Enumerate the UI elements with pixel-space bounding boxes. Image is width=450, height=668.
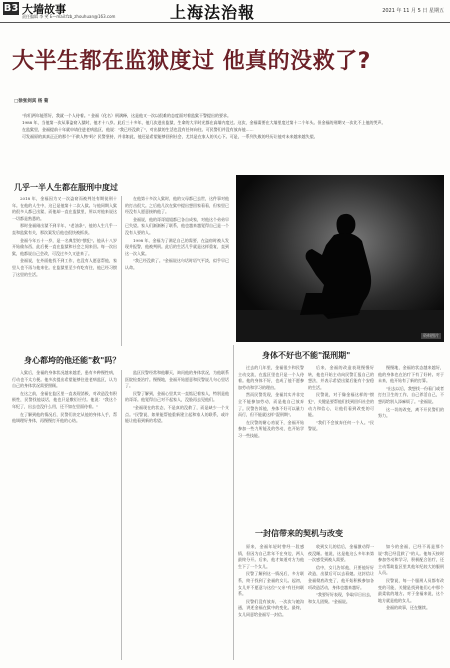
lead-paragraph: 1988 年，当他第一次从事盗窃入狱时，他才十八岁。此后三十多年，他几次进出监狱，生命的大半时光都在高墙内度过。这次，金福需要在大墙里度过第十二个年头。但金福的刑期又一次比不上他的哭声。 [22,120,386,125]
column-divider [233,345,234,660]
paragraph: 过去的几年里，金福很少和民警主动交流，在监区里也只是一个人待着。他的身体不好，也成了他不愿参加劳动和学习的理由。 [238,365,304,390]
lead-paragraph: 可发福原的真真正正的那个"不救人物"吗？民警坚持，并非如此，他还是希望能够回到社会，尤其是在家人的关心下。可是，一系列失败的经历让他对未来越来越失望。 [22,134,318,139]
article-byline: □徐张剑宾 杨 菊 [14,99,49,104]
paragraph: 原来，金福年轻时曾经一段感情，但因为自己常年不在身边，两人最终分开。后来，他才知道对方为他生下了一个女儿。 [238,544,304,569]
paragraph: 在他第十多次入狱时，他的父母都已去世，这件事对他的打击很大。之后他几次在狱中提出想回家看看，但家里已经没有人愿意接纳他了。 [125,196,229,215]
column-7 [378,365,444,421]
paragraph: 如今的金福，已经不再是那个说"我已经没救了"的人。他每天按时参加劳动和学习，积极配合治疗，还主动帮助监区里其他年纪较大的服刑人员。 [378,544,444,576]
subheading-3: 身体不好也不能"混刑期" [262,351,351,360]
paragraph: 金福说，在外面他找不到工作，也没有人愿意帮他，家里人也不再与他来往。在监狱里至少有吃有住，他已经习惯了这里的生活。 [12,258,117,277]
paragraph: "我们不会放弃任何一个人。"民警说。 [308,419,374,432]
newspaper-masthead: 上海法治報 [170,3,256,22]
lead-paragraph: "你们两年能管好，我就一个人待着。" 金福（化名）刑满释，这是他又一次以很难的态度面对着监狱干警提出的要求。 [22,113,231,118]
paragraph: 这一切的改变，离不开民警们的努力。 [378,406,444,419]
column-9 [308,544,374,606]
subheading-4: 一封信带来的契机与改变 [255,529,343,538]
article-headline: 大半生都在监狱度过 他真的没救了? [12,49,371,74]
paragraph: 金福的故事，还在继续。 [386,605,430,611]
paragraph: 在民警的耐心劝说下，金福开始参加一些力所能及的劳动，也开始学习一些技能。 [238,419,304,438]
paragraph: 监区民警经常和他聊天，询问他的身体状况，为他联系医院检查治疗。慢慢地，金福开始愿意和民警说几句心里话了。 [125,370,229,389]
paragraph: 信中，女儿告诉他，只要他好好改造，出狱后可以去看她。这封信让金福彻底改变了，他开始积极参加各项改造活动，身体也越来越好。 [308,564,374,590]
paragraph: 2018 年，金福因为又一次盗窃而被判处有期徒刑十年。在他的人生中，这已是他第十二次入狱。与他同期入狱的很多人都已出狱，而他却一直在监狱里，所以对他来说这一切都是熟悉的。 [12,196,117,221]
editor-credits: 责任编辑 李 笑 E—mail:fzb_zhouhuan@163.com [22,14,116,19]
paragraph: 在这之前，金福在监区里一直表现消极，对改造没有积极性，民警找他谈话，他也只是敷衍应付。他说："我这个年纪了，出去也没什么用，还不如在里面待着。" [12,390,117,409]
paragraph: 民警说，对于像金福这样的"惯犯"，关键是要帮他们找到回归社会的动力和信心，让他们看到改变的可能。 [308,392,374,418]
page-number: B3 [3,3,19,14]
paragraph: 金福今年五十一岁，是一名典型的"惯犯"。他从十八岁开始偷东西，此后便一直在监狱和社会之间来回。每一次出狱，他都说自己会改，可没过多久又进来了。 [12,237,117,256]
lead-paragraph: 在监狱里，金福提前十年就申请住进老病监区，他说："我已经没救了"，对出狱的生活也没有任何向往。可民警们并没有放弃他…… [22,127,254,132]
paragraph: 在了解到他的情况后，民警们决定从他的身体入手，帮他调理好身体，再慢慢打开他的心结。 [12,411,117,424]
subheading-2: 身心都垮的他还能"救"吗？ [24,356,121,365]
column-1 [12,196,117,279]
paragraph: 民警了解到这一情况后，多方联系，终于找到了金福的女儿。起初，女儿并不愿意与这位"父亲"有任何联系。 [238,571,304,597]
paragraph: 民警了解到，金福心里其实一直惦记着家人，特别是他的哥哥。他觉得自己对不起家人，没脸再去见他们。 [125,390,229,403]
paragraph: 金福说，他的哥哥姐姐都已各自成家，对他这个弟弟早已失望。家人们渐渐断了联系，他也越来越觉得自己是一个没有人要的人。 [125,216,229,235]
article-lead [14,112,438,140]
column-3 [12,370,117,426]
column-4 [125,370,229,426]
paragraph: "我要好好表现，争取早日出去，和女儿团聚。"金福说。 [308,592,374,604]
section-name: 大墙故事 [22,3,66,16]
paragraph: 那时金福刚出狱不到半年，"老油条"，他的人生几乎一直和监狱有关，那次案发后他也很快被抓获。 [12,223,117,235]
column-divider [121,370,122,660]
column-6 [308,365,374,434]
kneeling-prisoner-photo [236,175,444,342]
paragraph: 民警说，每一个服刑人员都有改变的可能，关键是找到他们心中那个最柔软的地方。对于金福来说，这个地方就是他的女儿。 [378,577,444,603]
paragraph: "我已经没救了。"金福说这句话时语气平淡，似乎早已认命。 [125,258,229,270]
paragraph: "金福现在的状态，不是真的没救了，而是缺少一个支点。"民警说，如果能帮他重新建立起和家人的联系，或许能让他看到新的希望。 [125,404,229,424]
column-2 [125,196,229,273]
paragraph: 入狱后，金福的身体状况越来越差，患有多种慢性病，行动也不太方便。他多次提出希望能够住进老病监区，认为自己的身体状况需要照顾。 [12,370,117,389]
column-10 [378,544,444,613]
paragraph: 民警们没有放弃，一次次与她沟通，讲述金福在狱中的变化。最终，女儿同意给金福写一封信。 [238,598,304,617]
page-header [0,0,450,23]
paragraph: 1998 年，金福为了满足自己的需要，在盗窃时被人发现并报警，他被判刑。此后的生活几乎就是这样重复，直到这一次入狱。 [125,237,229,256]
column-5 [238,365,304,441]
column-divider [121,196,122,346]
subheading-1: 几乎一半人生都在服刑中度过 [14,183,118,192]
photo-credit: 资料图片 [423,333,439,338]
paragraph: 然而民警发现，金福其实并非完全不能参加劳动，而是他自己放弃了。民警告诉他，身体不好可以量力而行，但不能就这样"混刑期"。 [238,392,304,418]
issue-date: 2021 年 11 月 5 日 星期五 [382,8,444,14]
silhouette-illustration [236,175,444,342]
paragraph: 慢慢地，金福的状态越来越好，他的身体也在治疗下有了好转。对于未来，他开始有了新的打算。 [378,365,444,384]
paragraph: 收到女儿的信后，金福激动得一夜没睡。他说，这是他这么多年来第一次感受到被人需要。 [308,544,374,563]
paragraph: "出去以后，我想找一份看门或者打扫卫生的工作，自己养活自己，不想再给别人添麻烦了。"金福说。 [378,385,444,404]
column-8 [238,544,304,620]
paragraph: 后来，金福的改造表现慢慢好转，他也开始主动向民警汇报自己的想法，并表示希望出狱后能有个安稳的生活。 [308,365,374,390]
